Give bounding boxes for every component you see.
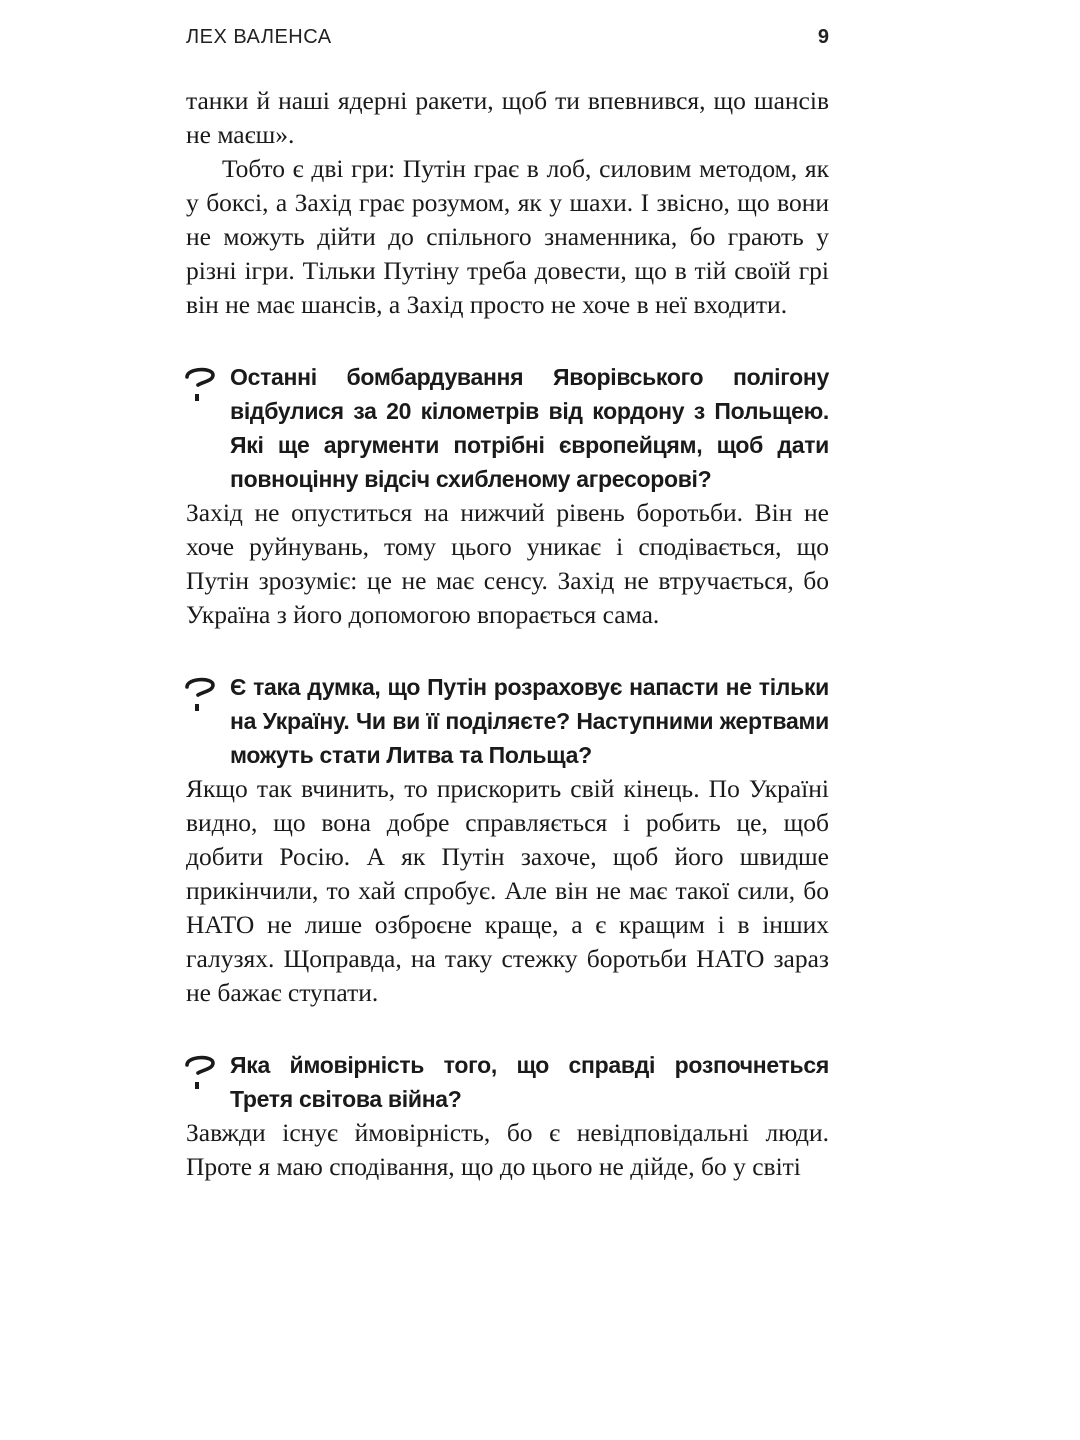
intro-paragraph-1: танки й наші ядерні ракети, щоб ти впевнився, що шансів не маєш». — [186, 86, 829, 149]
question-text: Є така думка, що Путін розраховує напасти не тільки на Україну. Чи ви її поділяєте? Наступними жертвами можуть стати Литва та Польща? — [230, 674, 829, 768]
qa-block-2 — [186, 670, 829, 1010]
question-mark-icon — [184, 364, 216, 408]
question-1 — [186, 360, 829, 496]
answer-3: Завжди існує ймовірність, бо є невідповідальні люди. Проте я маю сподівання, що до цього не дійде, бо у світі — [186, 1118, 829, 1181]
question-text: Останні бомбардування Яворівського полігону відбулися за 20 кілометрів від кордону з Польщею. Які ще аргументи потрібні європейцям, щоб дати повноцінну відсіч схибленому агресорові? — [230, 364, 829, 492]
page-header — [186, 26, 829, 58]
question-3 — [186, 1048, 829, 1116]
question-2 — [186, 670, 829, 772]
question-mark-icon — [184, 674, 216, 718]
question-text: Яка ймовірність того, що справді розпочнеться Третя світова війна? — [230, 1052, 829, 1112]
intro-paragraph-2: Тобто є дві гри: Путін грає в лоб, силовим методом, як у боксі, а Захід грає розумом, як у шахи. І звісно, що вони не можуть дійти до спільного знаменника, бо грають у різні ігри. Тільки Путіну треба довести, що в тій своїй грі він не має шансів, а Захід просто не хоче в неї входити. — [186, 154, 829, 319]
answer-1: Захід не опуститься на нижчий рівень боротьби. Він не хоче руйнувань, тому цього уникає і сподівається, що Путін зрозуміє: це не має сенсу. Захід не втручається, бо Україна з його допомогою впорається сама. — [186, 498, 829, 629]
page-number: 9 — [817, 26, 829, 48]
qa-block-1 — [186, 360, 829, 632]
running-head: ЛЕХ ВАЛЕНСА — [186, 26, 332, 48]
page-body — [186, 84, 829, 1184]
answer-2: Якщо так вчинить, то прискорить свій кінець. По Україні видно, що вона добре справляється і робить це, щоб добити Росію. А як Путін захоче, щоб його швидше прикінчили, то хай спробує. Але він не має такої сили, бо НАТО не лише озброєне краще, а є кращим і в інших галузях. Щоправда, на таку стежку боротьби НАТО зараз не бажає ступати. — [186, 774, 829, 1007]
question-mark-icon — [184, 1052, 216, 1096]
qa-block-3 — [186, 1048, 829, 1184]
